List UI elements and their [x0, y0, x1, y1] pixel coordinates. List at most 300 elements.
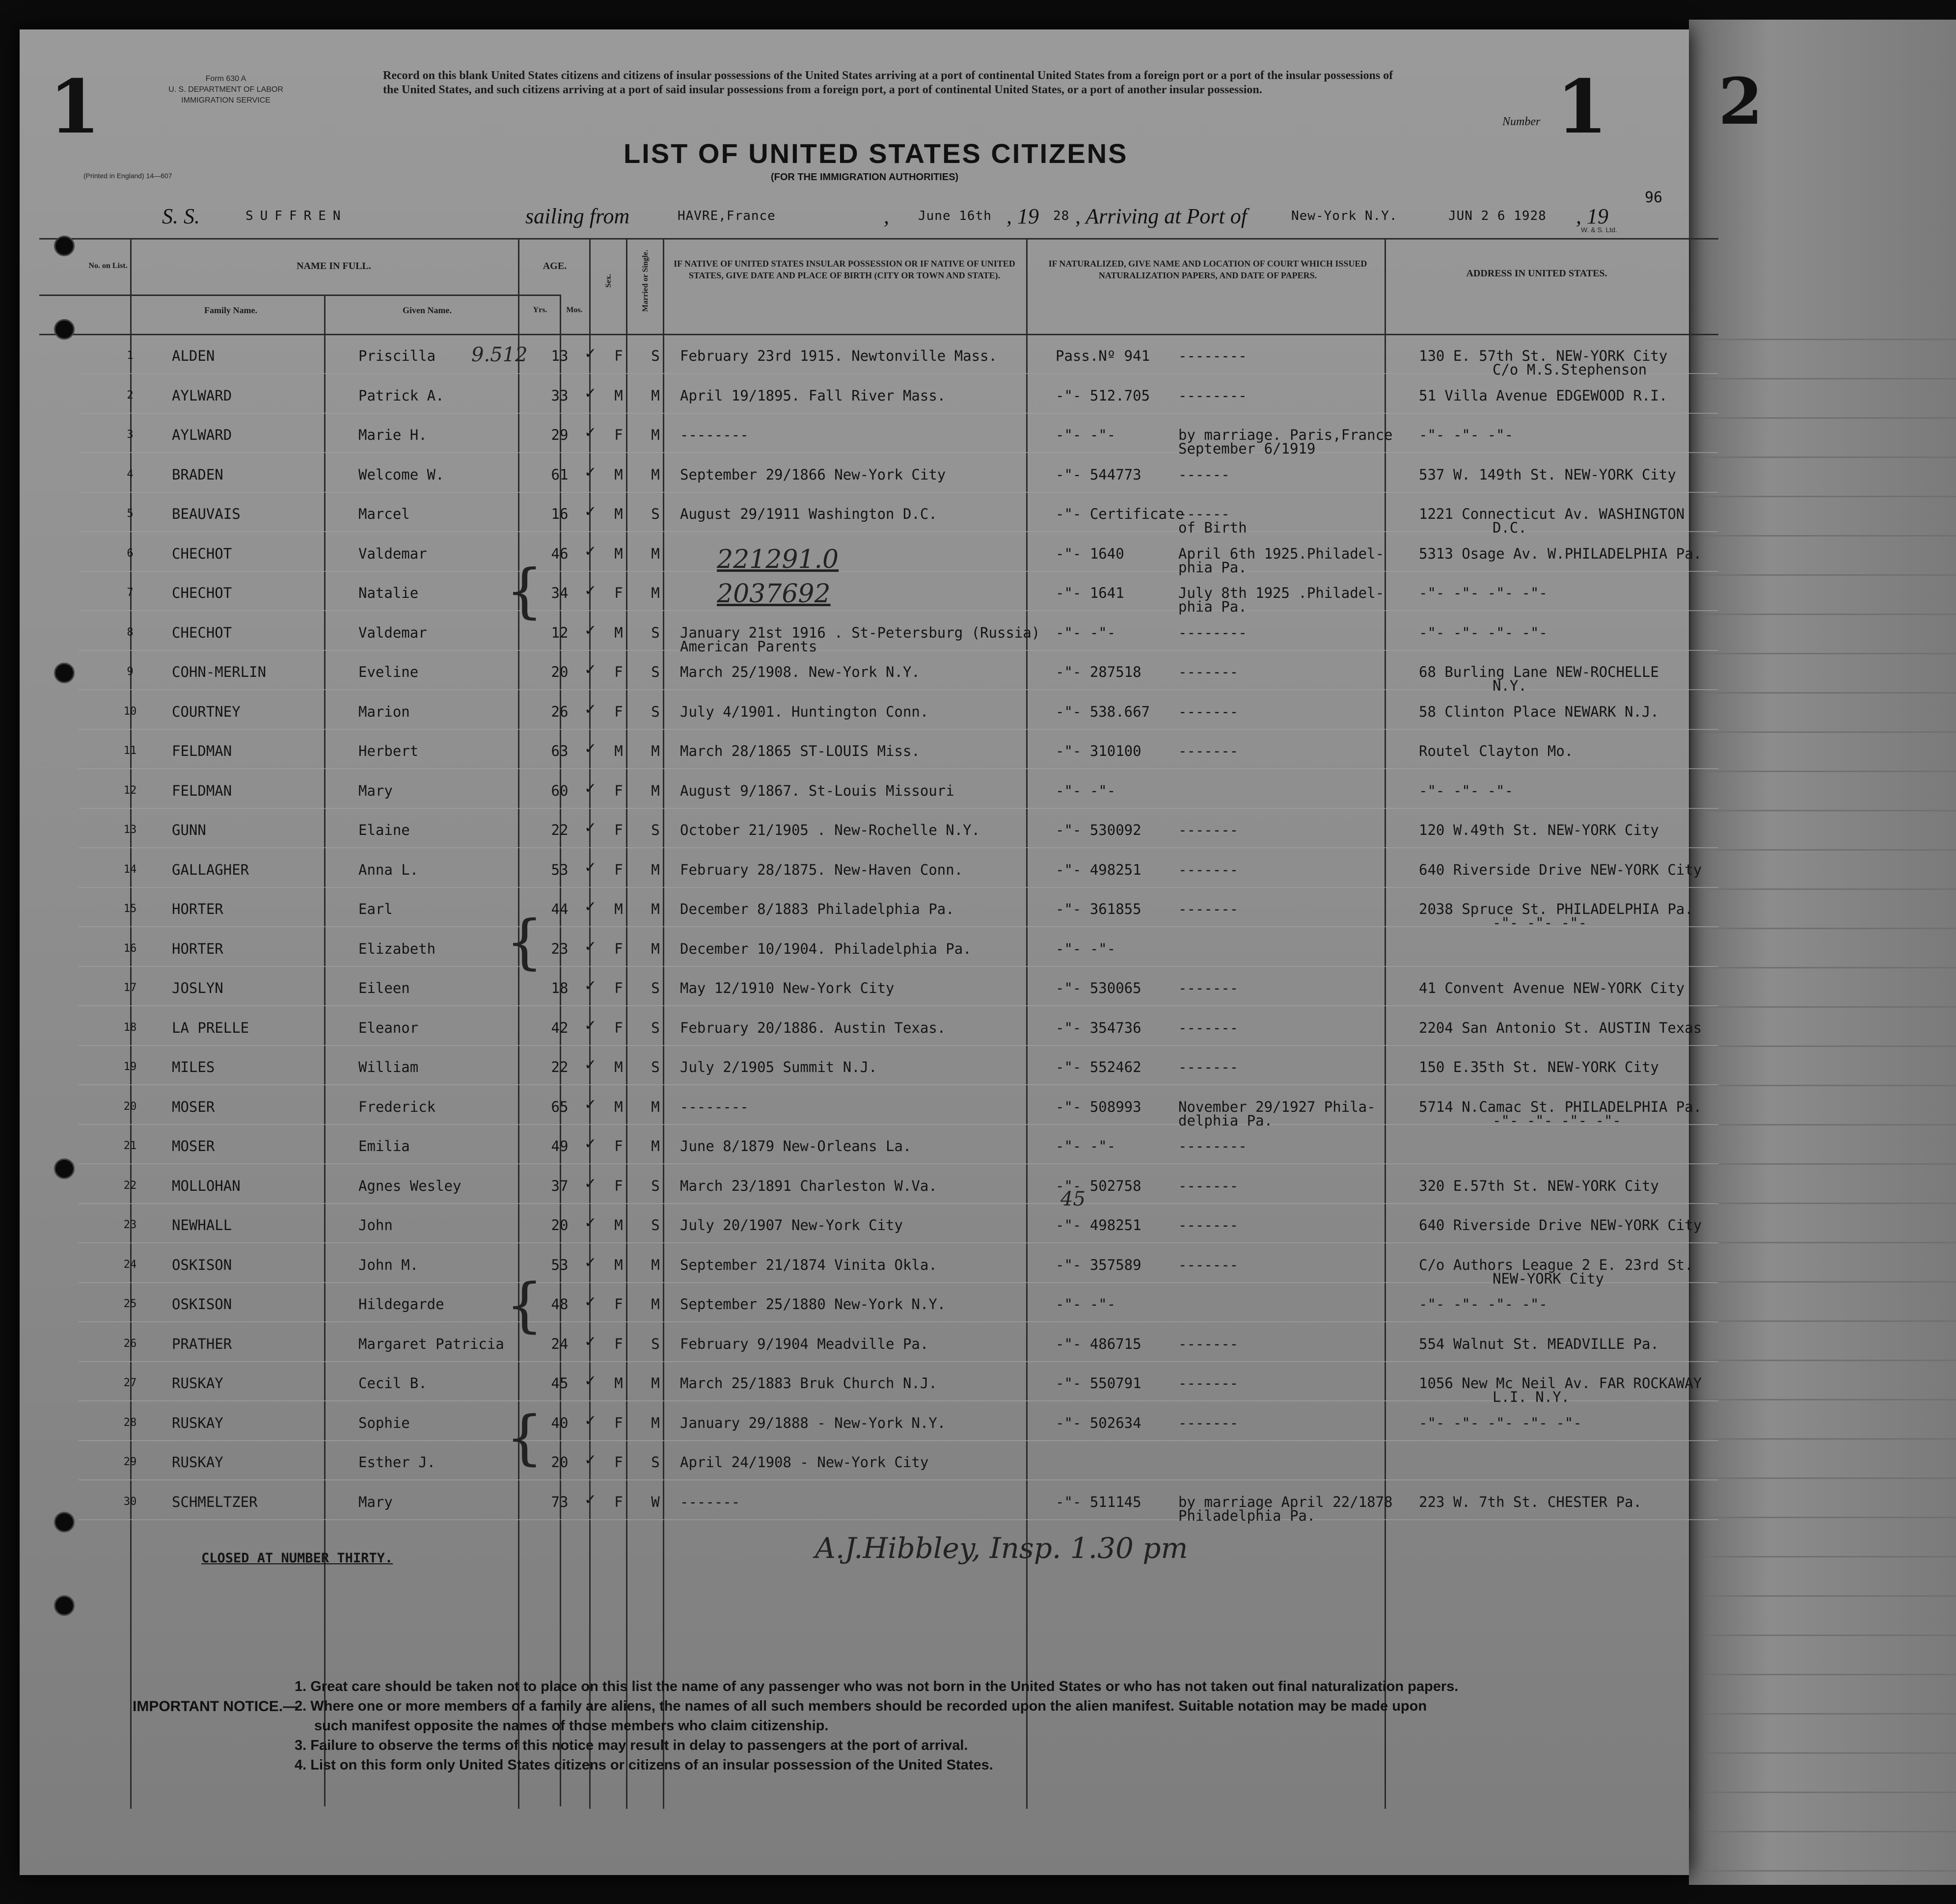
sex: F: [614, 585, 623, 601]
binder-hole: [54, 1512, 75, 1532]
family-name: HORTER: [172, 940, 223, 957]
naturalization-info: -"- -"-: [1056, 1138, 1116, 1154]
row-number: 20: [123, 1100, 137, 1113]
row-number: 26: [123, 1338, 137, 1350]
family-name: MILES: [172, 1059, 215, 1075]
handwritten-number: 221291.0: [717, 545, 839, 574]
check-mark-icon: ✓: [584, 503, 597, 520]
row-number: 24: [123, 1259, 137, 1271]
number-label: Number: [1502, 115, 1541, 128]
naturalization-info: -"- Certificate: [1056, 506, 1184, 522]
naturalization-detail: -------: [1178, 1415, 1239, 1431]
family-name: CHECHOT: [172, 624, 232, 641]
check-mark-icon: ✓: [584, 543, 597, 560]
list-number: 1: [1556, 64, 1608, 150]
given-name: Natalie: [358, 585, 419, 601]
naturalization-detail: July 8th 1925 .Philadel-: [1178, 585, 1385, 601]
age-years: 65: [551, 1099, 569, 1115]
given-name: John: [358, 1217, 393, 1234]
row-rule: [1689, 1006, 1956, 1008]
given-name: Marie H.: [358, 427, 427, 443]
given-name: Frederick: [358, 1099, 436, 1115]
sex: M: [614, 1217, 623, 1234]
age-years: 44: [551, 901, 569, 917]
row-rule: [1689, 1399, 1956, 1400]
marital-status: M: [651, 1138, 660, 1154]
naturalization-info: -"- 1640: [1056, 545, 1124, 562]
marital-status: M: [651, 466, 660, 483]
naturalization-info: -"- 310100: [1056, 743, 1141, 759]
notice-item: 2. Where one or more members of a family are aliens, the names of all such members should be recorded upon the alien manifest. Suitable notation may be made upon: [295, 1698, 1427, 1714]
family-name: MOLLOHAN: [172, 1178, 241, 1194]
age-years: 45: [551, 1375, 569, 1392]
address: -"- -"- -"- -"- -"-: [1419, 1415, 1582, 1431]
row-number: 30: [123, 1496, 137, 1508]
check-mark-icon: ✓: [584, 1491, 597, 1508]
row-number: 19: [123, 1061, 137, 1073]
birth-info: June 8/1879 New-Orleans La.: [680, 1138, 912, 1154]
next-page-number: 2: [1718, 64, 1763, 139]
marital-status: S: [651, 1059, 660, 1075]
sex: M: [614, 1375, 623, 1392]
sex: M: [614, 624, 623, 641]
col-header-sex: Sex.: [604, 274, 613, 288]
row-number: 6: [127, 547, 134, 560]
given-name: Priscilla: [358, 348, 436, 364]
check-mark-icon: ✓: [584, 622, 597, 639]
family-name: CHECHOT: [172, 545, 232, 562]
marital-status: S: [651, 703, 660, 720]
row-rule: [1689, 692, 1956, 694]
check-mark-icon: ✓: [584, 1372, 597, 1390]
check-mark-icon: ✓: [584, 1293, 597, 1311]
row-number: 23: [123, 1219, 137, 1231]
notice-item: 4. List on this form only United States citizens or citizens of an insular possession of the United States.: [295, 1757, 993, 1773]
naturalization-info: -"- 544773: [1056, 466, 1141, 483]
check-mark-icon: ✓: [584, 859, 597, 876]
naturalization-detail: -------: [1178, 1178, 1239, 1194]
marital-status: M: [651, 427, 660, 443]
age-years: 49: [551, 1138, 569, 1154]
family-brace: {: [506, 557, 543, 625]
naturalization-info: -"- 498251: [1056, 861, 1141, 878]
row-rule: [79, 571, 1718, 572]
naturalization-info: -"- 508993: [1056, 1099, 1141, 1115]
marital-status: M: [651, 387, 660, 404]
sailing-date: June 16th: [918, 209, 992, 223]
address-line2: NEW-YORK City: [1493, 1270, 1604, 1287]
row-rule: [79, 1084, 1718, 1085]
row-rule: [79, 1242, 1718, 1243]
sex: F: [614, 348, 623, 364]
given-name: Elizabeth: [358, 940, 436, 957]
given-name: Earl: [358, 901, 393, 917]
row-rule: [1689, 1556, 1956, 1557]
col-divider: [1026, 238, 1028, 1809]
birth-info: September 29/1866 New-York City: [680, 466, 946, 483]
row-number: 1: [127, 349, 134, 362]
row-rule: [79, 847, 1718, 848]
birth-info: September 21/1874 Vinita Okla.: [680, 1257, 937, 1273]
row-rule: [1689, 1831, 1956, 1832]
given-name: Marcel: [358, 506, 410, 522]
col-header-naturalized: IF NATURALIZED, GIVE NAME AND LOCATION OF COURT WHICH ISSUED NATURALIZATION PAPERS, AND DATE OF PAPERS.: [1048, 259, 1367, 280]
address: 41 Convent Avenue NEW-YORK City: [1419, 980, 1685, 996]
row-number: 21: [123, 1140, 137, 1152]
naturalization-info: -"- -"-: [1056, 782, 1116, 799]
address: 5313 Osage Av. W.PHILADELPHIA Pa.: [1419, 545, 1702, 562]
printed-note: (Printed in England) 14—607: [83, 172, 172, 180]
family-name: BRADEN: [172, 466, 223, 483]
given-name: Eveline: [358, 664, 419, 680]
row-rule: [1689, 967, 1956, 968]
row-rule: [1689, 496, 1956, 497]
row-rule: [1689, 1242, 1956, 1243]
family-name: ALDEN: [172, 348, 215, 364]
age-years: 53: [551, 861, 569, 878]
table-top-rule: [39, 238, 1718, 240]
naturalization-info: -"- -"-: [1056, 940, 1116, 957]
address: 68 Burling Lane NEW-ROCHELLE: [1419, 664, 1659, 680]
given-name: Margaret Patricia: [358, 1336, 504, 1352]
row-rule: [79, 1282, 1718, 1283]
row-rule: [79, 1203, 1718, 1204]
address: -"- -"- -"- -"-: [1419, 585, 1548, 601]
family-name: OSKISON: [172, 1257, 232, 1273]
marital-status: S: [651, 1454, 660, 1471]
next-page-edge: [1689, 20, 1956, 1885]
row-number: 25: [123, 1298, 137, 1310]
age-years: 73: [551, 1494, 569, 1510]
row-rule: [79, 413, 1718, 414]
birth-info: February 9/1904 Meadville Pa.: [680, 1336, 929, 1352]
row-rule: [79, 689, 1718, 690]
sex: F: [614, 1296, 623, 1313]
naturalization-info-line2: delphia Pa.: [1178, 1112, 1273, 1129]
check-mark-icon: ✓: [584, 938, 597, 955]
address: 5714 N.Camac St. PHILADELPHIA Pa.: [1419, 1099, 1702, 1115]
naturalization-detail: --------: [1178, 1138, 1247, 1154]
naturalization-info-line2: of Birth: [1178, 519, 1247, 536]
birth-info: --------: [680, 1099, 749, 1115]
sex: F: [614, 1454, 623, 1471]
naturalization-detail: -------: [1178, 822, 1239, 838]
row-rule: [1689, 1163, 1956, 1165]
naturalization-info: -"- 511145: [1056, 1494, 1141, 1510]
birth-info: October 21/1905 . New-Rochelle N.Y.: [680, 822, 980, 838]
naturalization-info: -"- 361855: [1056, 901, 1141, 917]
birth-info: April 19/1895. Fall River Mass.: [680, 387, 946, 404]
age-years: 26: [551, 703, 569, 720]
row-rule: [1689, 1517, 1956, 1518]
col-divider: [1385, 238, 1386, 1809]
birth-info: February 23rd 1915. Newtonville Mass.: [680, 348, 998, 364]
handwritten-note: 9.512: [471, 344, 528, 366]
row-number: 3: [127, 429, 134, 441]
marital-status: W: [651, 1494, 660, 1510]
row-number: 16: [123, 942, 137, 955]
row-number: 8: [127, 626, 134, 639]
given-name: Herbert: [358, 743, 419, 759]
naturalization-detail: -------: [1178, 1217, 1239, 1234]
sex: F: [614, 1336, 623, 1352]
check-mark-icon: ✓: [584, 424, 597, 441]
check-mark-icon: ✓: [584, 582, 597, 599]
naturalization-detail: -------: [1178, 1059, 1239, 1075]
row-rule: [1689, 339, 1956, 340]
birth-info: August 9/1867. St-Louis Missouri: [680, 782, 954, 799]
address: -"- -"- -"- -"-: [1419, 624, 1548, 641]
age-years: 40: [551, 1415, 569, 1431]
marital-status: S: [651, 1178, 660, 1194]
address-line2: -"- -"- -"- -"-: [1493, 1112, 1621, 1129]
address: 2038 Spruce St. PHILADELPHIA Pa.: [1419, 901, 1693, 917]
family-name: JOSLYN: [172, 980, 223, 996]
row-number: 7: [127, 587, 134, 599]
family-name: AYLWARD: [172, 387, 232, 404]
naturalization-info: -"- 287518: [1056, 664, 1141, 680]
sex: M: [614, 1059, 623, 1075]
birth-info: --------: [680, 427, 749, 443]
row-rule: [79, 1124, 1718, 1125]
birth-info: December 10/1904. Philadelphia Pa.: [680, 940, 972, 957]
birth-info: March 28/1865 ST-LOUIS Miss.: [680, 743, 920, 759]
age-years: 63: [551, 743, 569, 759]
naturalization-info: -"- -"-: [1056, 427, 1116, 443]
age-years: 48: [551, 1296, 569, 1313]
marital-status: M: [651, 940, 660, 957]
row-rule: [1689, 535, 1956, 536]
col-header-name: NAME IN FULL.: [297, 261, 371, 271]
sex: M: [614, 1099, 623, 1115]
row-rule: [1689, 1713, 1956, 1715]
sex: F: [614, 1494, 623, 1510]
naturalization-detail: --------: [1178, 387, 1247, 404]
row-rule: [79, 808, 1718, 809]
binder-hole: [54, 236, 75, 256]
col-header-given: Given Name.: [403, 305, 452, 315]
marital-status: M: [651, 1415, 660, 1431]
given-name: Mary: [358, 1494, 393, 1510]
naturalization-info: Pass.Nº 941: [1056, 348, 1150, 364]
row-number: 5: [127, 508, 134, 520]
row-rule: [79, 1479, 1718, 1480]
binder-hole: [54, 1595, 75, 1616]
family-name: RUSKAY: [172, 1415, 223, 1431]
naturalization-detail: --------: [1178, 624, 1247, 641]
marital-status: S: [651, 980, 660, 996]
naturalization-detail: ------: [1178, 466, 1230, 483]
age-years: 53: [551, 1257, 569, 1273]
row-number: 27: [123, 1377, 137, 1389]
family-name: MOSER: [172, 1099, 215, 1115]
row-number: 29: [123, 1456, 137, 1468]
birth-info: September 25/1880 New-York N.Y.: [680, 1296, 946, 1313]
naturalization-detail: --------: [1178, 348, 1247, 364]
check-mark-icon: ✓: [584, 1214, 597, 1232]
marital-status: M: [651, 1375, 660, 1392]
marital-status: M: [651, 861, 660, 878]
birth-info: May 12/1910 New-York City: [680, 980, 895, 996]
check-mark-icon: ✓: [584, 1175, 597, 1192]
row-rule: [79, 373, 1718, 374]
check-mark-icon: ✓: [584, 819, 597, 836]
naturalization-detail: -------: [1178, 901, 1239, 917]
age-years: 23: [551, 940, 569, 957]
important-notice-title: IMPORTANT NOTICE.—: [133, 1698, 298, 1715]
birth-info: -------: [680, 1494, 740, 1510]
address: 554 Walnut St. MEADVILLE Pa.: [1419, 1336, 1659, 1352]
row-rule: [1689, 1438, 1956, 1440]
given-name: William: [358, 1059, 419, 1075]
address: 640 Riverside Drive NEW-YORK City: [1419, 1217, 1702, 1234]
family-name: FELDMAN: [172, 782, 232, 799]
sex: F: [614, 861, 623, 878]
col-header-no: No. on List.: [88, 262, 128, 270]
family-name: GUNN: [172, 822, 206, 838]
birth-info: March 25/1883 Bruk Church N.J.: [680, 1375, 937, 1392]
row-rule: [1689, 1595, 1956, 1597]
naturalization-info: -"- 550791: [1056, 1375, 1141, 1392]
marital-status: S: [651, 624, 660, 641]
row-rule: [1689, 1792, 1956, 1793]
row-rule: [1689, 1360, 1956, 1361]
family-name: COURTNEY: [172, 703, 241, 720]
marital-status: M: [651, 545, 660, 562]
naturalization-detail: ------: [1178, 506, 1230, 522]
col-header-address: ADDRESS IN UNITED STATES.: [1466, 268, 1607, 279]
address: 537 W. 149th St. NEW-YORK City: [1419, 466, 1676, 483]
birth-info: July 4/1901. Huntington Conn.: [680, 703, 929, 720]
naturalization-detail: -------: [1178, 1019, 1239, 1036]
age-years: 29: [551, 427, 569, 443]
address: 1221 Connecticut Av. WASHINGTON: [1419, 506, 1685, 522]
row-rule: [1689, 1320, 1956, 1322]
row-rule: [79, 1519, 1718, 1520]
naturalization-info: -"- 530092: [1056, 822, 1141, 838]
age-years: 33: [551, 387, 569, 404]
row-number: 13: [123, 824, 137, 836]
ws-ltd: W. & S. Ltd.: [1581, 226, 1617, 234]
address-line2: D.C.: [1493, 519, 1527, 536]
given-name: Hildegarde: [358, 1296, 444, 1313]
marital-status: M: [651, 782, 660, 799]
marital-status: S: [651, 348, 660, 364]
row-rule: [79, 1005, 1718, 1006]
given-name: Valdemar: [358, 624, 427, 641]
address: 1056 New Mc Neil Av. FAR ROCKAWAY: [1419, 1375, 1702, 1392]
check-mark-icon: ✓: [584, 977, 597, 994]
check-mark-icon: ✓: [584, 898, 597, 915]
naturalization-info: -"- 538.667: [1056, 703, 1150, 720]
naturalization-info: -"- -"-: [1056, 624, 1116, 641]
age-years: 42: [551, 1019, 569, 1036]
marital-status: S: [651, 1019, 660, 1036]
row-number: 17: [123, 982, 137, 994]
check-mark-icon: ✓: [584, 1254, 597, 1271]
sex: M: [614, 901, 623, 917]
top-notice: Record on this blank United States citizens and citizens of insular possessions of the United States arriving at a port of continental United States from a foreign port or a port of the insular possessions of the United States, and such citizens arriving at a port of said insular possessions from a foreign port, a port of continental United States, or a port of another insular possession.: [383, 69, 1393, 96]
row-rule: [79, 492, 1718, 493]
family-name: OSKISON: [172, 1296, 232, 1313]
comma: ,: [884, 204, 889, 228]
address-line2: C/o M.S.Stephenson: [1493, 361, 1647, 378]
family-name: AYLWARD: [172, 427, 232, 443]
row-rule: [79, 650, 1718, 651]
given-name: Eleanor: [358, 1019, 419, 1036]
naturalization-detail: -------: [1178, 703, 1239, 720]
check-mark-icon: ✓: [584, 345, 597, 362]
family-name: GALLAGHER: [172, 861, 249, 878]
check-mark-icon: ✓: [584, 1096, 597, 1113]
col-divider: [518, 238, 519, 1809]
address-line2: -"- -"- -"-: [1493, 914, 1587, 931]
sex: F: [614, 703, 623, 720]
age-years: 22: [551, 822, 569, 838]
check-mark-icon: ✓: [584, 1017, 597, 1034]
birth-info: February 28/1875. New-Haven Conn.: [680, 861, 963, 878]
address: 150 E.35th St. NEW-YORK City: [1419, 1059, 1659, 1075]
marital-status: S: [651, 1336, 660, 1352]
given-name: Marion: [358, 703, 410, 720]
age-years: 24: [551, 1336, 569, 1352]
naturalization-info: -"- -"-: [1056, 1296, 1116, 1313]
naturalization-info: -"- 498251: [1056, 1217, 1141, 1234]
naturalization-detail: -------: [1178, 1375, 1239, 1392]
row-rule: [79, 1163, 1718, 1164]
row-number: 10: [123, 705, 137, 718]
col-header-mos: Mos.: [566, 306, 583, 314]
binder-hole: [54, 663, 75, 683]
birth-info: March 25/1908. New-York N.Y.: [680, 664, 920, 680]
check-mark-icon: ✓: [584, 1056, 597, 1073]
row-rule: [79, 887, 1718, 888]
naturalization-detail: -------: [1178, 664, 1239, 680]
marital-status: S: [651, 664, 660, 680]
naturalization-detail: -------: [1178, 743, 1239, 759]
row-rule: [1689, 1085, 1956, 1086]
address: Routel Clayton Mo.: [1419, 743, 1574, 759]
marital-status: M: [651, 743, 660, 759]
given-name: Welcome W.: [358, 466, 444, 483]
marital-status: S: [651, 1217, 660, 1234]
age-years: 60: [551, 782, 569, 799]
ss-prefix: S. S.: [162, 204, 200, 228]
given-name: Eileen: [358, 980, 410, 996]
naturalization-detail: -------: [1178, 1336, 1239, 1352]
check-mark-icon: ✓: [584, 1451, 597, 1469]
row-rule: [1689, 1870, 1956, 1872]
col-divider: [324, 295, 326, 1806]
row-rule: [1689, 1477, 1956, 1479]
given-name: Patrick A.: [358, 387, 444, 404]
row-rule: [79, 729, 1718, 730]
inspector-signature: A.J.Hibbley, Insp. 1.30 pm: [815, 1531, 1188, 1565]
handwritten-number: 2037692: [717, 579, 831, 609]
naturalization-info: -"- 502758: [1056, 1178, 1141, 1194]
row-rule: [1689, 1281, 1956, 1283]
age-years: 20: [551, 664, 569, 680]
row-rule: [1689, 849, 1956, 851]
naturalization-detail: April 6th 1925.Philadel-: [1178, 545, 1385, 562]
check-mark-icon: ✓: [584, 1412, 597, 1429]
birth-info: March 23/1891 Charleston W.Va.: [680, 1178, 937, 1194]
birth-info: August 29/1911 Washington D.C.: [680, 506, 937, 522]
row-rule: [79, 926, 1718, 927]
row-number: 22: [123, 1180, 137, 1192]
address: 640 Riverside Drive NEW-YORK City: [1419, 861, 1702, 878]
ship-line: [162, 189, 1663, 233]
